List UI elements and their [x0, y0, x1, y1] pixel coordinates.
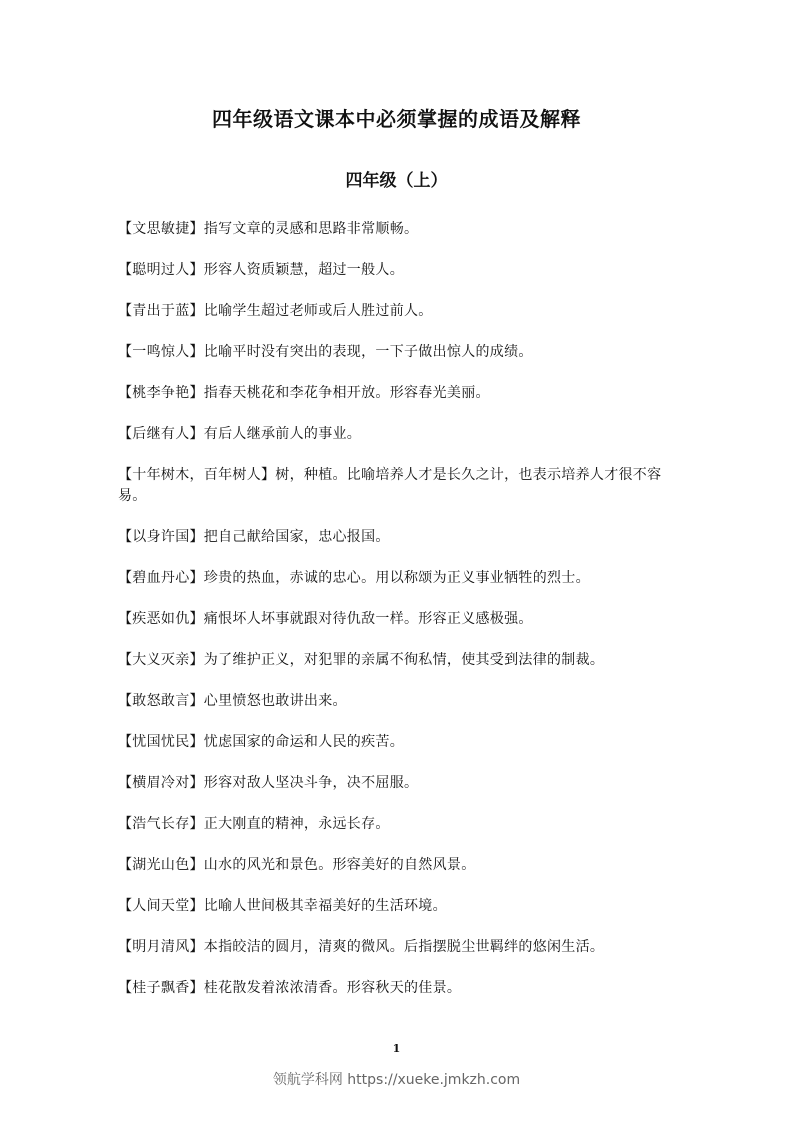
- idiom-entry: 【横眉冷对】形容对敌人坚决斗争，决不屈服。: [118, 775, 419, 791]
- idiom-entry: 【人间天堂】比喻人世间极其幸福美好的生活环境。: [118, 898, 447, 914]
- idiom-entry: 【大义灭亲】为了维护正义，对犯罪的亲属不徇私情，使其受到法律的制裁。: [118, 652, 605, 668]
- idiom-entry: 【青出于蓝】比喻学生超过老师或后人胜过前人。: [118, 303, 433, 319]
- page-number: 1: [392, 1042, 401, 1055]
- idiom-entry: 【碧血丹心】珍贵的热血，赤诚的忠心。用以称颂为正义事业牺牲的烈士。: [118, 570, 590, 586]
- idiom-entry: 【十年树木，百年树人】树，种植。比喻培养人才是长久之计，也表示培养人才很不容易。: [118, 467, 662, 504]
- section-heading: 四年级（上）: [345, 171, 448, 191]
- footer-watermark: 领航学科网 https://xueke.jmkzh.com: [272, 1072, 521, 1088]
- idiom-entry: 【桂子飘香】桂花散发着浓浓清香。形容秋天的佳景。: [118, 980, 462, 996]
- idiom-entry: 【浩气长存】正大刚直的精神，永远长存。: [118, 816, 390, 832]
- idiom-entry: 【一鸣惊人】比喻平时没有突出的表现，一下子做出惊人的成绩。: [118, 344, 533, 360]
- idiom-entry: 【文思敏捷】指写文章的灵感和思路非常顺畅。: [118, 221, 419, 237]
- idiom-entry: 【明月清风】本指皎洁的圆月，清爽的微风。后指摆脱尘世羁绊的悠闲生活。: [118, 939, 605, 955]
- idiom-entry: 【疾恶如仇】痛恨坏人坏事就跟对待仇敌一样。形容正义感极强。: [118, 611, 533, 627]
- idiom-entry: 【敢怒敢言】心里愤怒也敢讲出来。: [118, 693, 347, 709]
- idiom-entry: 【忧国忧民】忧虑国家的命运和人民的疾苦。: [118, 734, 404, 750]
- idiom-entry: 【以身许国】把自己献给国家，忠心报国。: [118, 529, 390, 545]
- idiom-list: [118, 219, 686, 1019]
- idiom-entry: 【后继有人】有后人继承前人的事业。: [118, 426, 362, 442]
- idiom-entry: 【聪明过人】形容人资质颖慧，超过一般人。: [118, 262, 404, 278]
- document-title: 四年级语文课本中必须掌握的成语及解释: [212, 107, 581, 131]
- idiom-entry: 【桃李争艳】指春天桃花和李花争相开放。形容春光美丽。: [118, 385, 490, 401]
- idiom-entry: 【湖光山色】山水的风光和景色。形容美好的自然风景。: [118, 857, 476, 873]
